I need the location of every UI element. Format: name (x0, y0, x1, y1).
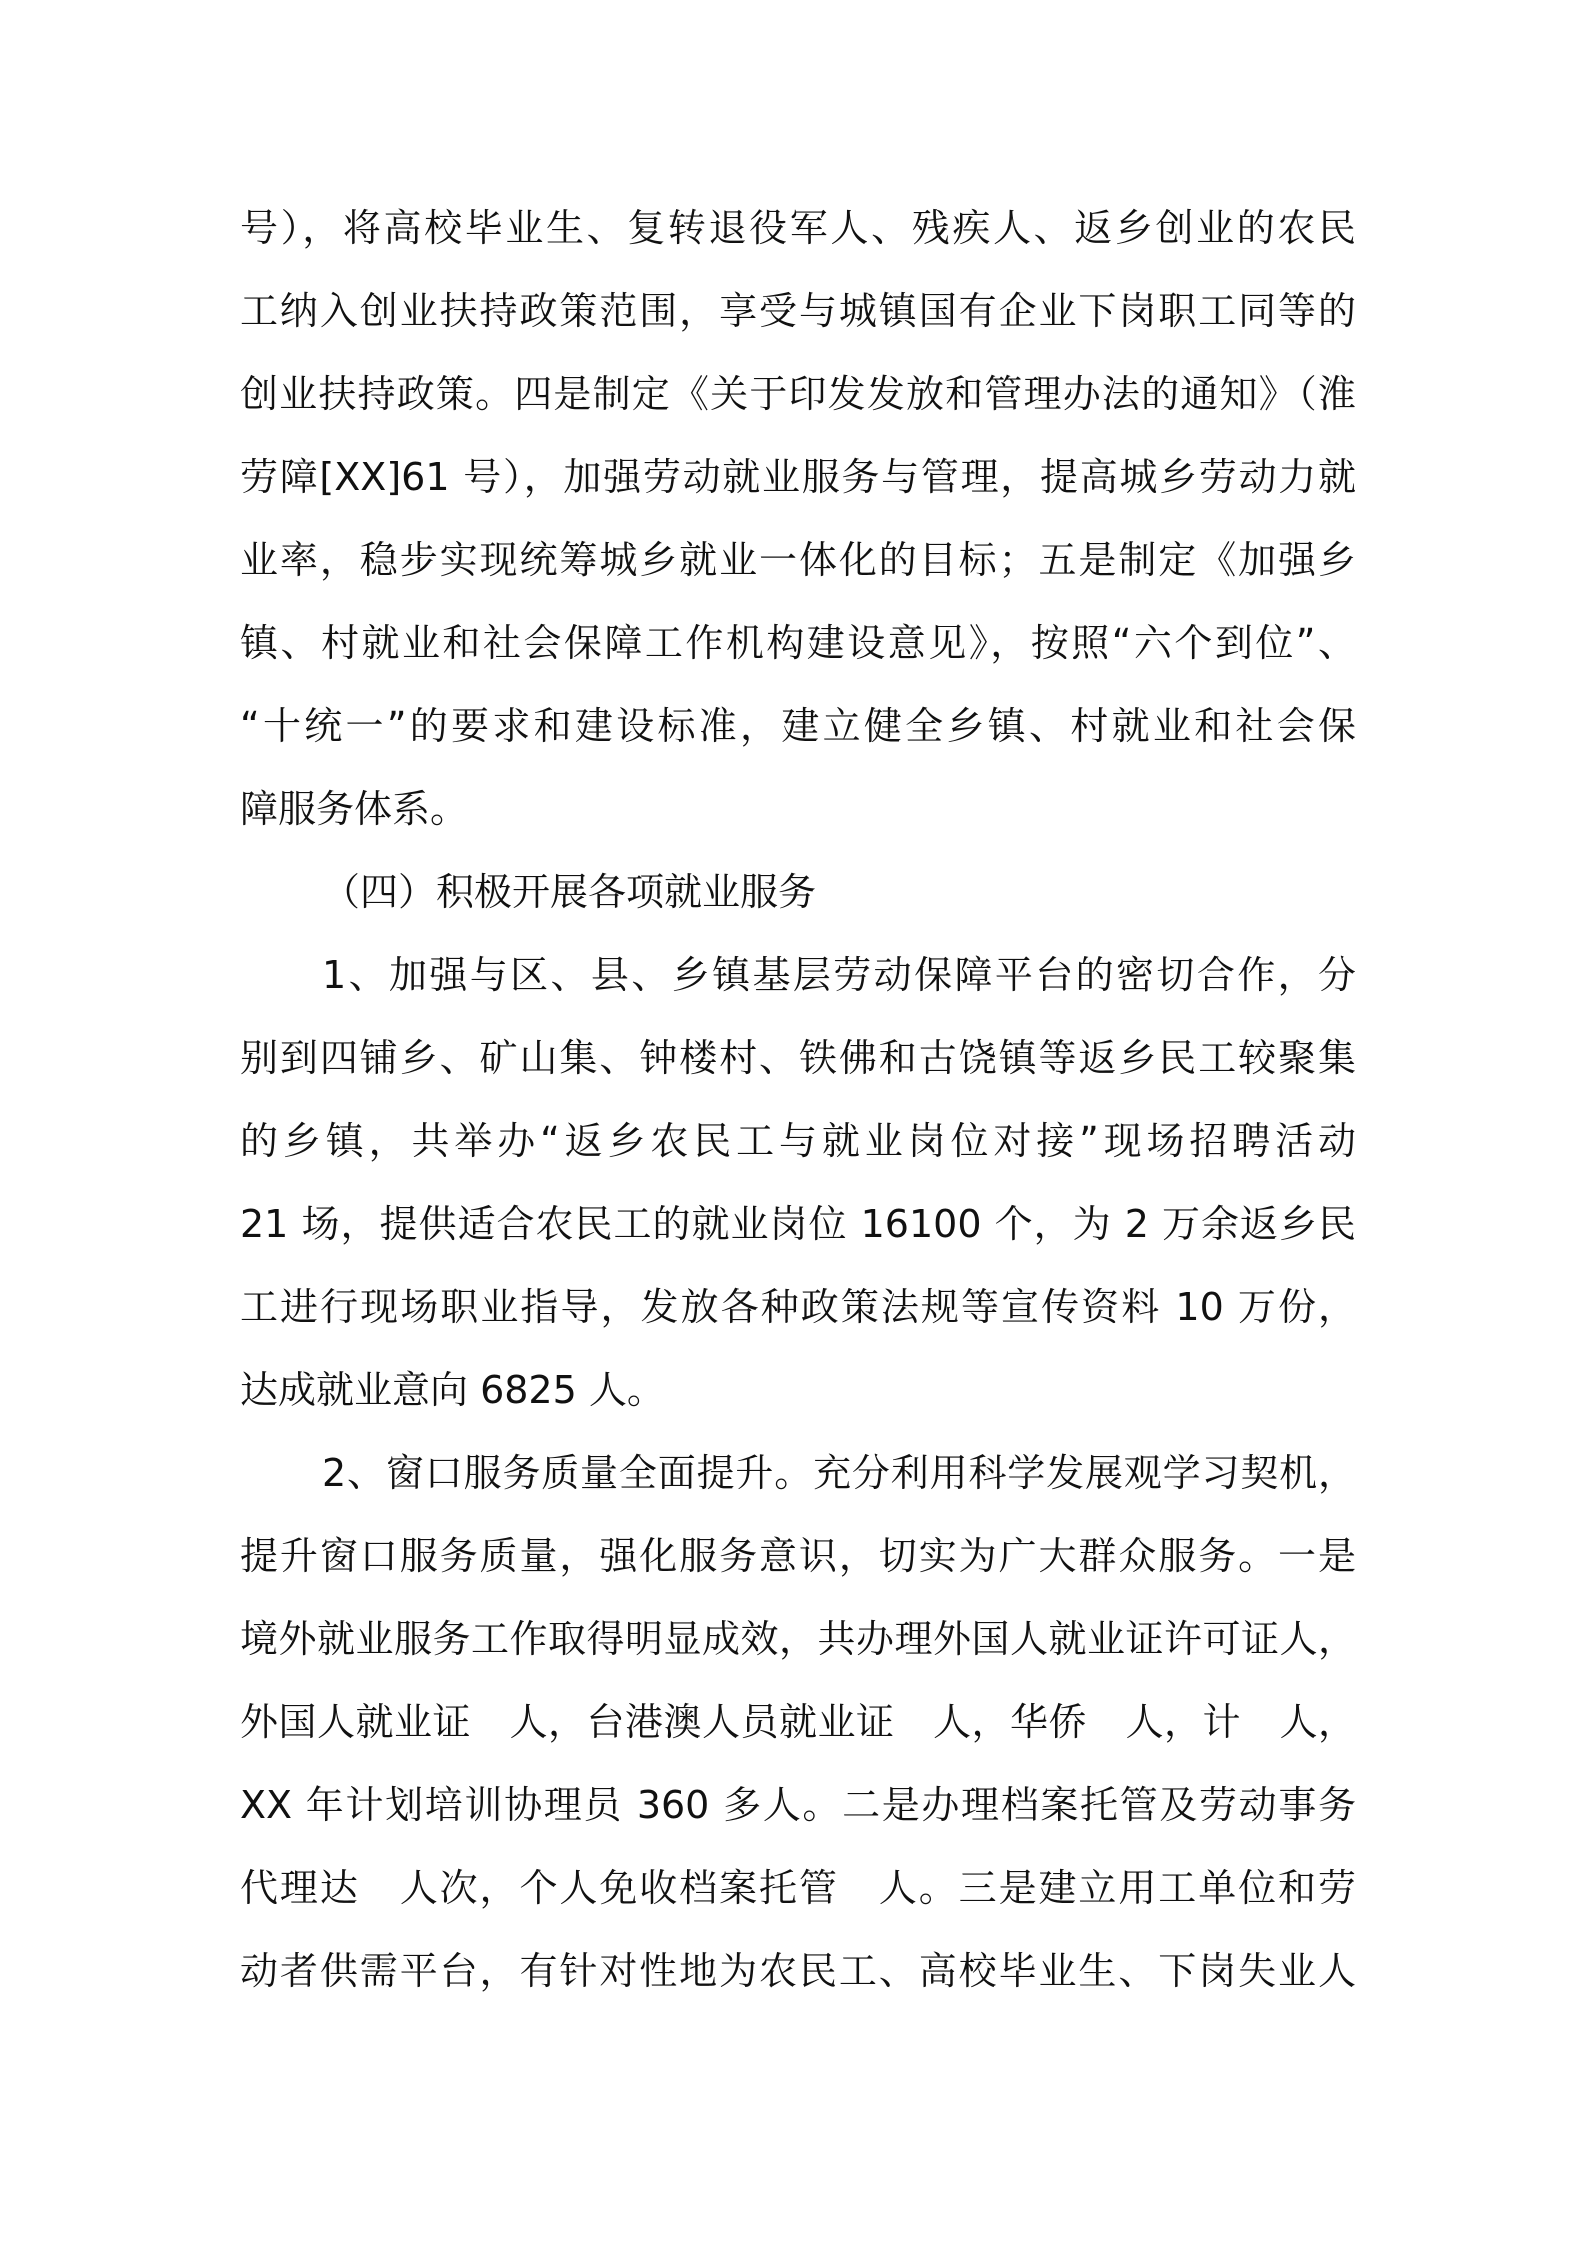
text-line: 21 场，提供适合农民工的就业岗位 16100 个，为 2 万余返乡民 (240, 1202, 1356, 1246)
text-line: 2、窗口服务质量全面提升。充分利用科学发展观学习契机， (322, 1451, 1356, 1495)
text-line: 障服务体系。 (240, 787, 469, 831)
text-line: 1、加强与区、县、乡镇基层劳动保障平台的密切合作，分 (322, 953, 1356, 997)
text-line: 号），将高校毕业生、复转退役军人、残疾人、返乡创业的农民 (240, 206, 1356, 250)
text-line: 业率，稳步实现统筹城乡就业一体化的目标；五是制定《加强乡 (240, 538, 1356, 582)
text-line: 境外就业服务工作取得明显成效，共办理外国人就业证许可证人， (240, 1617, 1356, 1661)
text-line: 动者供需平台，有针对性地为农民工、高校毕业生、下岗失业人 (240, 1949, 1356, 1993)
text-line: 工纳入创业扶持政策范围，享受与城镇国有企业下岗职工同等的 (240, 289, 1356, 333)
text-line: 镇、村就业和社会保障工作机构建设意见》，按照“六个到位”、 (240, 621, 1356, 665)
text-line: 代理达 人次，个人免收档案托管 人。三是建立用工单位和劳 (240, 1866, 1356, 1910)
text-line: 达成就业意向 6825 人。 (240, 1368, 665, 1412)
text-line: 工进行现场职业指导，发放各种政策法规等宣传资料 10 万份， (240, 1285, 1356, 1329)
text-line: 创业扶持政策。四是制定《关于印发发放和管理办法的通知》（淮 (240, 372, 1356, 416)
text-line: “十统一”的要求和建设标准，建立健全乡镇、村就业和社会保 (240, 704, 1356, 748)
text-line: 劳障[XX]61 号），加强劳动就业服务与管理，提高城乡劳动力就 (240, 455, 1356, 499)
text-line: XX 年计划培训协理员 360 多人。二是办理档案托管及劳动事务 (240, 1783, 1356, 1827)
text-line: 外国人就业证 人，台港澳人员就业证 人，华侨 人，计 人， (240, 1700, 1356, 1744)
text-line: 提升窗口服务质量，强化服务意识，切实为广大群众服务。一是 (240, 1534, 1356, 1578)
section-heading: （四）积极开展各项就业服务 (322, 870, 817, 914)
text-line: 别到四铺乡、矿山集、钟楼村、铁佛和古饶镇等返乡民工较聚集 (240, 1036, 1356, 1080)
text-line: 的乡镇，共举办“返乡农民工与就业岗位对接”现场招聘活动 (240, 1119, 1356, 1163)
